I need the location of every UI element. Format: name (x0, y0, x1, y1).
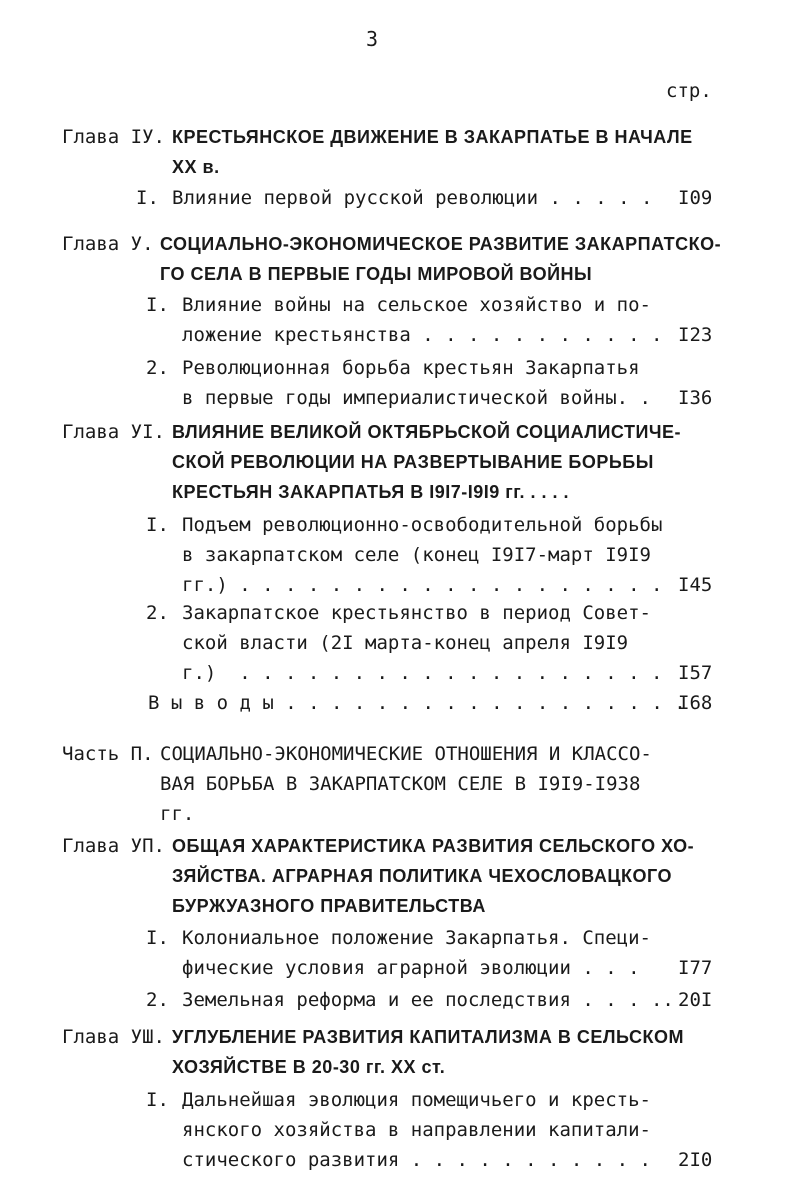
toc-entry-line: ОБЩАЯ ХАРАКТЕРИСТИКА РАЗВИТИЯ СЕЛЬСКОГО ХО- (172, 836, 695, 856)
toc-entry-line: гг. (160, 803, 195, 825)
toc-entry-label: Часть П. (62, 743, 154, 765)
toc-entry-line: ХОЗЯЙСТВЕ В 20-30 гг. XX ст. (172, 1057, 446, 1077)
toc-entry-line: ЗЯЙСТВА. АГРАРНАЯ ПОЛИТИКА ЧЕХОСЛОВАЦКОГО (172, 866, 672, 886)
toc-entry-title (148, 688, 686, 718)
toc-entry-line: В ы в о д ы . . . . . . . . . . . . . . . . . . (148, 692, 686, 714)
toc-entry-line: Колониальное положение Закарпатья. Специ- (182, 927, 651, 949)
toc-entry-line: XX в. (172, 157, 220, 177)
toc-entry-line: Дальнейшая эволюция помещичьего и кресть- (182, 1089, 651, 1111)
toc-entry-line: ВЛИЯНИЕ ВЕЛИКОЙ ОКТЯБРЬСКОЙ СОЦИАЛИСТИЧЕ- (172, 422, 682, 442)
toc-entry-title (160, 739, 652, 829)
toc-entry-line: янского хозяйства в направлении капитали- (182, 1119, 651, 1141)
toc-entry-line: стического развития . . . . . . . . . . . (182, 1149, 651, 1171)
toc-entry-line: ГО СЕЛА В ПЕРВЫЕ ГОДЫ МИРОВОЙ ВОЙНЫ (160, 264, 593, 284)
toc-entry-label: I. (136, 187, 159, 209)
toc-entry-line: КРЕСТЬЯНСКОЕ ДВИЖЕНИЕ В ЗАКАРПАТЬЕ В НАЧАЛЕ (172, 127, 693, 147)
toc-entry-line: фические условия аграрной эволюции . . . (182, 957, 640, 979)
toc-entry-label: I. (146, 514, 169, 536)
page-number: 3 (366, 27, 379, 51)
toc-entry-page-number: I68 (678, 692, 713, 714)
page-column-label: стр. (666, 80, 712, 102)
toc-entry-label: 2. (146, 602, 169, 624)
toc-entry-line: ложение крестьянства . . . . . . . . . . . (182, 324, 663, 346)
toc-entry-line: гг.) . . . . . . . . . . . . . . . . . . . (182, 574, 663, 596)
toc-entry-line: Земельная реформа и ее последствия . . . .. (182, 989, 674, 1011)
toc-entry-line: СОЦИАЛЬНО-ЭКОНОМИЧЕСКОЕ РАЗВИТИЕ ЗАКАРПАТСКО- (160, 234, 722, 254)
toc-entry-page-number: I23 (678, 324, 713, 346)
toc-entry-page-number: I45 (678, 574, 713, 596)
toc-entry-title (182, 353, 651, 413)
toc-entry-page-number: I09 (678, 187, 713, 209)
toc-entry-line: ВАЯ БОРЬБА В ЗАКАРПАТСКОМ СЕЛЕ В I9I9-I938 (160, 773, 641, 795)
toc-entry-label: Глава УШ. (62, 1026, 165, 1048)
toc-entry-line: Революционная борьба крестьян Закарпатья (182, 357, 640, 379)
toc-entry-label: Глава УП. (62, 835, 165, 857)
toc-entry-label: 2. (146, 989, 169, 1011)
toc-entry-line: Подъем революционно-освободительной борьбы (182, 514, 663, 536)
toc-entry-label: Глава УI. (62, 421, 165, 443)
toc-entry-title (182, 985, 674, 1015)
toc-entry-label: Глава IУ. (62, 126, 165, 148)
toc-entry-title (160, 229, 721, 289)
toc-entry-label: I. (146, 1089, 169, 1111)
toc-entry-label: I. (146, 927, 169, 949)
toc-entry-title (172, 831, 694, 921)
toc-entry-line: в первые годы империалистической войны. . (182, 387, 651, 409)
toc-entry-title (172, 183, 652, 213)
toc-entry-line: БУРЖУАЗНОГО ПРАВИТЕЛЬСТВА (172, 896, 486, 916)
toc-entry-title (182, 510, 662, 600)
toc-entry-line: г.) . . . . . . . . . . . . . . . . . . . (182, 662, 663, 684)
toc-entry-line: УГЛУБЛЕНИЕ РАЗВИТИЯ КАПИТАЛИЗМА В СЕЛЬСКОМ (172, 1027, 685, 1047)
toc-entry-title (182, 923, 651, 983)
toc-entry-line: СКОЙ РЕВОЛЮЦИИ НА РАЗВЕРТЫВАНИЕ БОРЬБЫ (172, 452, 654, 472)
toc-entry-title (172, 1022, 684, 1082)
toc-entry-label: 2. (146, 357, 169, 379)
toc-entry-line: КРЕСТЬЯН ЗАКАРПАТЬЯ В I9I7-I9I9 гг. . . . . (172, 482, 569, 502)
toc-entry-line: СОЦИАЛЬНО-ЭКОНОМИЧЕСКИЕ ОТНОШЕНИЯ И КЛАССО- (160, 743, 652, 765)
toc-entry-title (182, 598, 662, 688)
toc-entry-page-number: 20I (678, 989, 713, 1011)
toc-entry-title (172, 122, 693, 182)
toc-entry-title (172, 417, 681, 507)
toc-entry-line: ской власти (2I марта-конец апреля I9I9 (182, 632, 629, 654)
toc-entry-line: Закарпатское крестьянство в период Совет- (182, 602, 651, 624)
toc-entry-page-number: I77 (678, 957, 713, 979)
toc-entry-label: Глава У. (62, 233, 154, 255)
toc-entry-line: в закарпатском селе (конец I9I7-март I9I9 (182, 544, 651, 566)
toc-entry-page-number: I36 (678, 387, 713, 409)
toc-entry-label: I. (146, 294, 169, 316)
toc-entry-title (182, 1085, 651, 1175)
toc-entry-line: Влияние первой русской революции . . . . . (172, 187, 653, 209)
toc-entry-line: Влияние войны на сельское хозяйство и по- (182, 294, 651, 316)
toc-entry-page-number: 2I0 (678, 1149, 713, 1171)
toc-entry-page-number: I57 (678, 662, 713, 684)
toc-entry-title (182, 290, 662, 350)
